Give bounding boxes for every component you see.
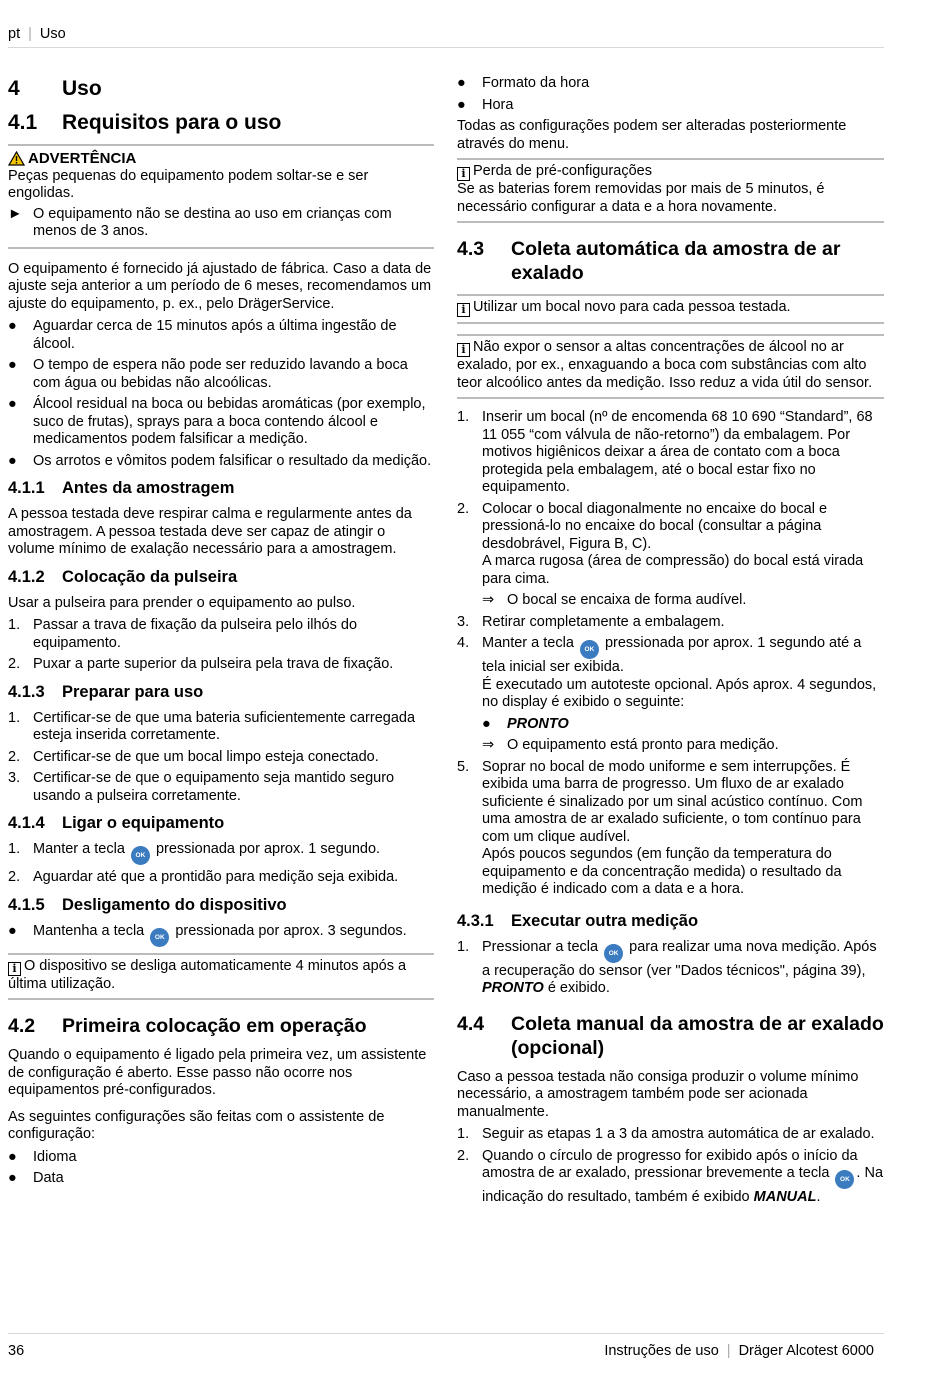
- section-4-1-2-heading: [8, 567, 434, 587]
- info-icon: i: [8, 962, 21, 976]
- footer-separator: |: [726, 1343, 731, 1359]
- step-number: 4.: [457, 635, 470, 651]
- display-status-text: MANUAL: [753, 1189, 817, 1205]
- section-title: Coleta automática da amostra de ar exalado: [511, 238, 841, 284]
- step-number: 5.: [457, 758, 470, 775]
- step-item: [8, 617, 434, 652]
- step-item: [457, 501, 884, 589]
- warning-title-text: ADVERTÊNCIA: [28, 150, 137, 167]
- step-text: Puxar a parte superior da pulseira pela trava de fixação.: [33, 656, 394, 672]
- info-icon: i: [457, 167, 470, 181]
- section-4-1-heading: [8, 110, 434, 135]
- display-status-text: PRONTO: [507, 715, 569, 732]
- section-title: Ligar o equipamento: [62, 814, 225, 832]
- step-result: [482, 737, 884, 755]
- step-text: [482, 501, 884, 589]
- warning-text: Peças pequenas do equipamento podem soltar-se e ser engolidas.: [8, 167, 369, 201]
- info-icon: i: [457, 303, 470, 317]
- step-text: [33, 841, 434, 865]
- section-4-4-heading: [457, 1012, 884, 1060]
- step-number: 2.: [8, 748, 21, 765]
- ok-key-icon: OK: [835, 1170, 854, 1189]
- step-item: [8, 656, 434, 674]
- action-arrow-icon: ►: [8, 205, 23, 222]
- intro-paragraph: O equipamento é fornecido já ajustado de fábrica. Caso a data de ajuste seja anterior a um período de 6 meses, recomendamos um ajuste do equipamento, p. ex., pelo DrägerService.: [8, 260, 432, 312]
- step-number: 1.: [457, 1126, 470, 1142]
- list-item: [457, 97, 884, 115]
- list-item-text: Hora: [482, 96, 514, 113]
- header-separator: |: [28, 26, 32, 42]
- list-item-text: Os arrotos e vômitos podem falsificar o resultado da medição.: [33, 452, 432, 469]
- step-text-part: .: [816, 1189, 821, 1205]
- info-box: [457, 334, 884, 399]
- section-4-3-1-heading: [457, 911, 884, 931]
- paragraph: A pessoa testada deve respirar calma e regularmente antes da amostragem. A pessoa testada deve ser capaz de atingir o volume mínimo de exalação necessário para a amostragem.: [8, 506, 412, 557]
- list-item: [8, 453, 434, 471]
- list-item-text: Álcool residual na boca ou bebidas aromáticas (por exemplo, suco de frutas), sprays para a boca contendo álcool e medicamentos podem falsificar a medição.: [33, 396, 426, 447]
- list-item-text: O tempo de espera não pode ser reduzido lavando a boca com água ou bebidas não alcoólicas.: [33, 357, 408, 391]
- section-4-3-heading: [457, 237, 884, 285]
- step-number: 1.: [8, 617, 21, 633]
- step-text: Aguardar até que a prontidão para medição seja exibida.: [33, 869, 399, 885]
- footer-doc-name: Instruções de uso: [604, 1343, 719, 1359]
- list-item: [457, 75, 884, 93]
- info-text: O dispositivo se desliga automaticamente 4 minutos após a última utilização.: [8, 957, 407, 992]
- info-title: Perda de pré-configurações: [473, 163, 652, 179]
- step-number: 3.: [457, 613, 470, 630]
- section-number: 4.1.3: [8, 682, 45, 701]
- section-number: 4.1.2: [8, 567, 45, 586]
- info-text: Se as baterias forem removidas por mais de 5 minutos, é necessário configurar a data e a hora novamente.: [457, 181, 825, 215]
- step-text: Passar a trava de fixação da pulseira pelo ilhós do equipamento.: [33, 617, 358, 651]
- bullet-icon: ●: [457, 96, 466, 113]
- step-text: [482, 759, 884, 899]
- step-text-part: Pressionar a tecla: [482, 938, 599, 955]
- list-item-text: Data: [33, 1170, 64, 1186]
- warning-title: [8, 150, 434, 168]
- bullet-icon: ●: [8, 396, 17, 412]
- bullet-icon: ●: [482, 715, 491, 732]
- section-number: 4.3.1: [457, 911, 494, 930]
- section-4-1-3-heading: [8, 682, 434, 702]
- paragraph: Caso a pessoa testada não consiga produzir o volume mínimo necessário, a amostragem também pode ser acionada manualmente.: [457, 1068, 859, 1120]
- section-title: Primeira colocação em operação: [62, 1015, 367, 1037]
- step-text-part: pressionada por aprox. 1 segundo.: [155, 841, 381, 857]
- step-text-part: Manter a tecla: [33, 841, 125, 857]
- section-number: 4.1.4: [8, 814, 45, 832]
- header-language: pt: [8, 26, 21, 42]
- section-title: Preparar para uso: [62, 682, 204, 701]
- step-text: [482, 939, 884, 998]
- step-item: [457, 635, 884, 712]
- step-number: 3.: [8, 770, 21, 786]
- section-title: Executar outra medição: [511, 911, 699, 930]
- step-text-part: . Na indicação do resultado, também é exibido: [482, 1165, 884, 1205]
- step-item: [8, 770, 434, 805]
- step-item: [457, 1148, 884, 1207]
- left-column: [8, 72, 434, 1192]
- step-item: [457, 939, 884, 998]
- warning-action-text: O equipamento não se destina ao uso em crianças com menos de 3 anos.: [33, 205, 392, 239]
- list-item-text: [33, 923, 434, 947]
- section-4-1-4-heading: [8, 813, 434, 833]
- step-item: [8, 749, 434, 767]
- step-number: 1.: [8, 841, 21, 857]
- step-number: 1.: [457, 409, 470, 425]
- ok-key-icon: OK: [150, 928, 169, 947]
- list-item: [8, 396, 434, 449]
- paragraph: As seguintes configurações são feitas com o assistente de configuração:: [8, 1108, 385, 1142]
- section-number: 4.3: [457, 238, 485, 260]
- step-result: [482, 592, 884, 610]
- list-item-text: Formato da hora: [482, 75, 590, 91]
- step-text-part: Manter a tecla: [482, 635, 574, 651]
- warning-action: [8, 206, 434, 241]
- info-box: [457, 294, 884, 324]
- bullet-icon: ●: [8, 922, 17, 939]
- page-header: [8, 26, 884, 48]
- section-4-heading: [8, 76, 434, 101]
- section-number: 4.1.5: [8, 895, 45, 914]
- section-number: 4.1: [8, 111, 38, 134]
- info-text: Não expor o sensor a altas concentrações de álcool no ar exalado, por ex., enxaguando a boca com substâncias com alto teor alcoólico antes da medição. Isso reduz a vida útil do sensor.: [457, 339, 873, 391]
- warning-box: [8, 144, 434, 249]
- step-number: 2.: [8, 656, 21, 672]
- result-text: O bocal se encaixa de forma audível.: [507, 592, 747, 608]
- text-part: pressionada por aprox. 3 segundos.: [175, 922, 407, 939]
- list-item: [8, 1149, 434, 1167]
- step-number: 1.: [457, 938, 470, 955]
- step-text-part: é exibido.: [547, 980, 610, 996]
- bullet-icon: ●: [8, 318, 17, 334]
- step-number: 1.: [8, 709, 21, 726]
- section-number: 4.1.1: [8, 479, 45, 497]
- footer-product-name: Dräger Alcotest 6000: [738, 1343, 874, 1359]
- list-item: [8, 923, 434, 947]
- paragraph: Usar a pulseira para prender o equipamento ao pulso.: [8, 594, 356, 611]
- display-status-bullet: [482, 716, 884, 734]
- step-text: Seguir as etapas 1 a 3 da amostra automática de ar exalado.: [482, 1126, 875, 1142]
- display-status-text: PRONTO: [482, 980, 544, 996]
- right-column: [457, 75, 884, 1211]
- list-item-text: Aguardar cerca de 15 minutos após a última ingestão de álcool.: [33, 318, 397, 352]
- step-item: [457, 1126, 884, 1144]
- list-item: [8, 357, 434, 392]
- section-title: Coleta manual da amostra de ar exalado (opcional): [511, 1012, 884, 1059]
- bullet-icon: ●: [8, 452, 17, 469]
- step-item: [457, 759, 884, 899]
- step-text-part: A marca rugosa (área de compressão) do bocal está virada para cima.: [482, 553, 864, 587]
- warning-triangle-icon: [8, 151, 25, 166]
- ok-key-icon: OK: [131, 846, 150, 865]
- info-box: [457, 158, 884, 223]
- section-4-1-1-heading: [8, 478, 434, 498]
- section-title: Uso: [62, 77, 102, 100]
- ok-key-icon: OK: [604, 944, 623, 963]
- list-item: [8, 318, 434, 353]
- step-number: 2.: [8, 869, 21, 885]
- step-text-part: Quando o círculo de progresso for exibido após o início da amostra de ar exalado, pressionar brevemente a tecla: [482, 1147, 858, 1181]
- step-text: Retirar completamente a embalagem.: [482, 613, 725, 630]
- step-text: [482, 1148, 884, 1207]
- step-item: [8, 710, 434, 745]
- ok-key-icon: OK: [580, 640, 599, 659]
- step-text-part: Colocar o bocal diagonalmente no encaixe do bocal e pressioná-lo no encaixe do bocal (consultar a página desdobrável, Figura B, C).: [482, 500, 828, 552]
- paragraph: Todas as configurações podem ser alteradas posteriormente através do menu.: [457, 118, 847, 152]
- step-text-part: para realizar uma nova medição. Após a recuperação do sensor (ver "Dados técnicos", página 39),: [482, 938, 877, 979]
- section-title: Antes da amostragem: [62, 479, 235, 497]
- section-number: 4: [8, 77, 20, 100]
- step-text: Inserir um bocal (nº de encomenda 68 10 690 “Standard”, 68 11 055 “com válvula de não-retorno”) da embalagem. Por motivos higiênicos deixar a área de contato com a boca protegida pela embalagem, até o bocal estar fixo no equipamento.: [482, 409, 873, 495]
- info-text: Utilizar um bocal novo para cada pessoa testada.: [473, 299, 791, 315]
- bullet-icon: ●: [8, 1148, 17, 1165]
- step-number: 2.: [457, 500, 470, 517]
- result-arrow-icon: ⇒: [482, 592, 495, 608]
- text-part: Mantenha a tecla: [33, 922, 145, 939]
- info-box: [8, 953, 434, 1001]
- section-4-2-heading: [8, 1014, 434, 1038]
- bullet-icon: ●: [8, 1170, 17, 1186]
- header-section: Uso: [39, 26, 66, 42]
- section-number: 4.4: [457, 1012, 485, 1035]
- section-number: 4.2: [8, 1015, 36, 1037]
- step-text-part: pressionada por aprox. 1 segundo até a tela inicial ser exibida.: [482, 635, 862, 675]
- paragraph: Quando o equipamento é ligado pela primeira vez, um assistente de configuração é aberto. Esse passo não ocorre nos equipamentos pré-configurados.: [8, 1047, 427, 1098]
- step-text: Certificar-se de que uma bateria suficientemente carregada esteja inserida corretamente.: [33, 709, 416, 743]
- page-number: 36: [8, 1343, 25, 1359]
- step-text-part: Após poucos segundos (em função da temperatura do equipamento e da concentração medida) o resultado da medição é indicado com a data e a hora.: [482, 846, 842, 897]
- section-4-1-5-heading: [8, 895, 434, 915]
- section-title: Colocação da pulseira: [62, 567, 238, 586]
- step-text: Certificar-se de que o equipamento seja mantido seguro usando a pulseira corretamente.: [33, 770, 395, 804]
- footer-doc-title: [604, 1343, 874, 1361]
- step-text: [482, 635, 884, 712]
- result-arrow-icon: ⇒: [482, 737, 495, 753]
- page-footer: [8, 1333, 884, 1361]
- step-text-part: Soprar no bocal de modo uniforme e sem interrupções. É exibida uma barra de progresso. Um fluxo de ar exalado suficiente é sinalizado por um sinal acústico contínuo. Com uma amostra de ar exalado suficiente, o tom contínuo para com um clique audível.: [482, 758, 863, 845]
- result-text: O equipamento está pronto para medição.: [507, 737, 779, 753]
- list-item: [8, 1170, 434, 1188]
- step-text-part: É executado um autoteste opcional. Após aprox. 4 segundos, no display é exibido o seguinte:: [482, 676, 877, 710]
- list-item-text: Idioma: [33, 1148, 77, 1165]
- section-title: Requisitos para o uso: [62, 111, 282, 134]
- section-title: Desligamento do dispositivo: [62, 895, 287, 914]
- step-number: 2.: [457, 1147, 470, 1164]
- step-text: Certificar-se de que um bocal limpo esteja conectado.: [33, 748, 379, 765]
- step-item: [457, 409, 884, 497]
- info-icon: i: [457, 343, 470, 357]
- bullet-icon: ●: [457, 75, 466, 91]
- step-item: [8, 841, 434, 865]
- bullet-icon: ●: [8, 357, 17, 373]
- step-item: [457, 614, 884, 632]
- step-item: [8, 869, 434, 887]
